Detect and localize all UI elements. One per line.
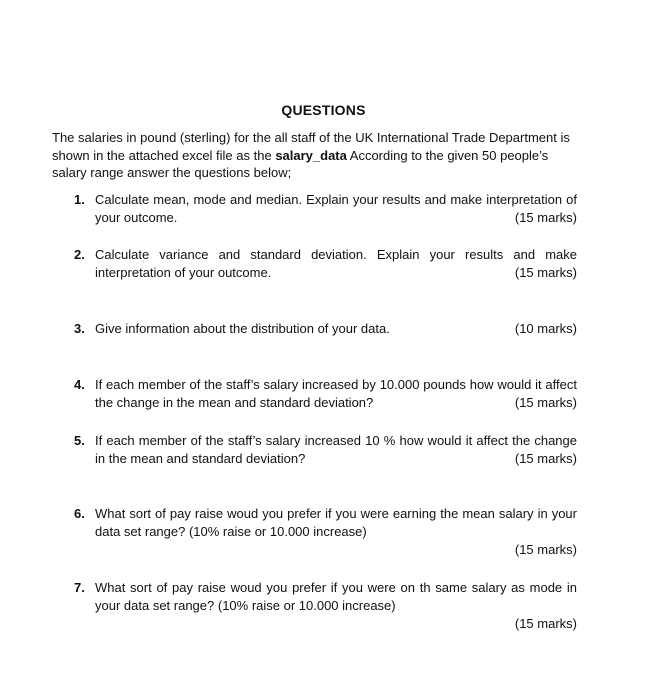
question-number: 1. xyxy=(74,192,85,207)
question-text: What sort of pay raise woud you prefer if you were earning the mean salary in your data set range? (10% raise or 10.000 increase) xyxy=(95,506,577,539)
question-number: 2. xyxy=(74,247,85,262)
intro-dataset-name: salary_data xyxy=(275,147,347,163)
intro-paragraph xyxy=(52,129,580,182)
question-text: Calculate mean, mode and median. Explain your results and make interpretation of your outcome. xyxy=(95,192,577,225)
question-marks: (15 marks) xyxy=(514,616,577,631)
question-7 xyxy=(0,579,647,639)
question-3 xyxy=(0,320,647,340)
question-6 xyxy=(0,505,647,565)
question-number: 3. xyxy=(74,321,85,336)
question-text: If each member of the staff’s salary increased 10 % how would it affect the change in the mean and standard deviation? xyxy=(95,433,577,466)
question-text: What sort of pay raise woud you prefer if you were on th same salary as mode in your data set range? (10% raise or 10.000 increase) xyxy=(95,580,577,613)
question-marks: (15 marks) xyxy=(514,451,577,466)
question-number: 6. xyxy=(74,506,85,521)
intro-text-part2: According to the given 50 people’s salary range answer the questions below; xyxy=(52,147,549,180)
question-text: If each member of the staff’s salary increased by 10.000 pounds how would it affect the change in the mean and standard deviation? xyxy=(95,377,577,410)
question-number: 4. xyxy=(74,377,85,392)
intro-text-part1: The salaries in pound (sterling) for the all staff of the UK International Trade Department is shown in the attached excel file as the xyxy=(52,130,570,163)
question-number: 7. xyxy=(74,580,85,595)
question-1 xyxy=(0,191,647,231)
question-2 xyxy=(0,246,647,286)
page-title: QUESTIONS xyxy=(281,102,366,118)
question-marks: (10 marks) xyxy=(514,321,577,336)
question-marks: (15 marks) xyxy=(514,210,577,225)
question-marks: (15 marks) xyxy=(514,542,577,557)
question-text: Calculate variance and standard deviation. Explain your results and make interpretation of your outcome. xyxy=(95,247,577,280)
question-number: 5. xyxy=(74,433,85,448)
question-text: Give information about the distribution of your data. xyxy=(95,321,390,336)
question-marks: (15 marks) xyxy=(514,395,577,410)
question-5 xyxy=(0,432,647,472)
question-marks: (15 marks) xyxy=(514,265,577,280)
question-4 xyxy=(0,376,647,416)
